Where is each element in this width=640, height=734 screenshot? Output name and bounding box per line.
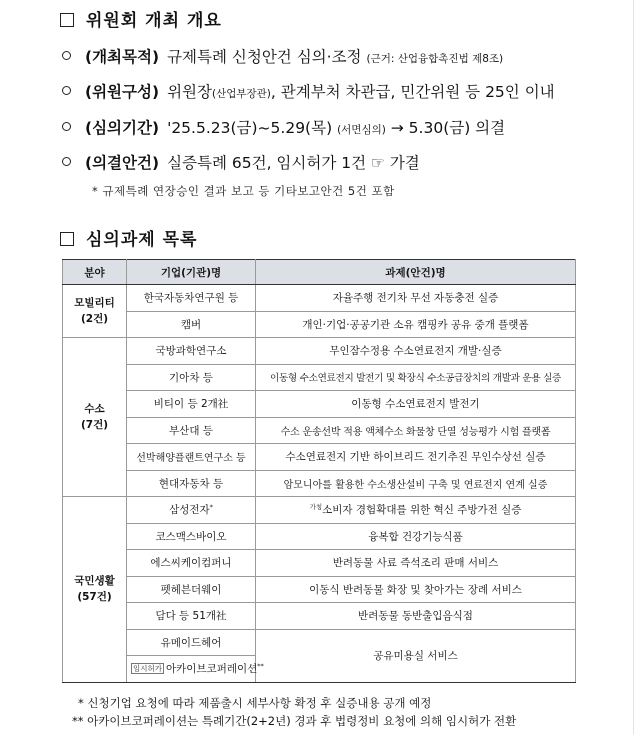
task-cell: 반려동물 동반출입음식점 [256, 603, 576, 630]
checkbox-square-icon [60, 232, 74, 246]
table-row [63, 338, 576, 365]
company-cell: 한국자동차연구원 등 [127, 285, 256, 312]
task-cell: 공유미용실 서비스 [256, 629, 576, 682]
table-row [63, 497, 576, 524]
company-cell: 국방과학연구소 [127, 338, 256, 365]
company-cell: 비티이 등 2개社 [127, 391, 256, 418]
table-row [63, 603, 576, 630]
table-row [63, 444, 576, 471]
table-row [63, 311, 576, 338]
task-cell: 반려동물 사료 즉석조리 판매 서비스 [256, 550, 576, 577]
task-cell: $^{가칭}$소비자 경험확대를 위한 혁신 주방가전 실증 [256, 497, 576, 524]
temporary-permit-tag: 임시허가 [133, 664, 162, 674]
task-cell: 이동형 수소연료전지 발전기 및 확장식 수소공급장치의 개발과 운용 실증 [256, 364, 576, 391]
company-cell: 부산대 등 [127, 417, 256, 444]
company-cell: 삼성전자* [127, 497, 256, 524]
task-cell: 자율주행 전기차 무선 자동충전 실증 [256, 285, 576, 312]
task-cell: 이동형 수소연료전지 발전기 [256, 391, 576, 418]
overview-item-agenda: (의결안건) 실증특례 65건, 임시허가 1건 ☞ 가결 [62, 151, 420, 173]
table-row [63, 470, 576, 497]
table-row [63, 285, 576, 312]
header-company: 기업(기관)명 [127, 260, 256, 285]
company-cell: 코스맥스바이오 [127, 523, 256, 550]
group-hydrogen: 수소 (7건) [63, 338, 127, 497]
company-cell: 선박해양플랜트연구소 등 [127, 444, 256, 471]
company-cell: 기아차 등 [127, 364, 256, 391]
circle-bullet-icon [62, 51, 71, 60]
task-cell: 수소연료전지 기반 하이브리드 전기추진 무인수상선 실증 [256, 444, 576, 471]
overview-item-period: (심의기간) '25.5.23(금)~5.29(목) (서면심의) → 5.30(금) 의결 [62, 116, 505, 138]
table-row [63, 391, 576, 418]
task-cell: 개인·기업·공공기관 소유 캠핑카 공유 중개 플랫폼 [256, 311, 576, 338]
company-cell: 현대자동차 등 [127, 470, 256, 497]
group-mobility: 모빌리티 (2건) [63, 285, 127, 338]
table-row [63, 629, 576, 656]
footnote-2: ** 아카이브코퍼레이션는 특례기간(2+2년) 경과 후 법령정비 요청에 의해 임시허가 전환 [72, 714, 517, 728]
company-cell: 담다 등 51개社 [127, 603, 256, 630]
checkbox-square-icon [60, 13, 74, 27]
footnote-1: * 신청기업 요청에 따라 제품출시 세부사항 확정 후 실증내용 공개 예정 [78, 696, 432, 710]
circle-bullet-icon [62, 122, 71, 131]
company-cell: 임시허가 아카이브코퍼레이션** [127, 656, 256, 683]
review-task-table [62, 259, 576, 683]
section-overview-heading: 위원회 개최 개요 [60, 6, 222, 31]
company-cell: 유메이드헤어 [127, 629, 256, 656]
group-daily-life: 국민생활 (57건) [63, 497, 127, 683]
overview-note: * 규제특례 연장승인 결과 보고 등 기타보고안건 5건 포함 [92, 184, 395, 198]
overview-item-composition: (위원구성) 위원장(산업부장관), 관계부처 차관급, 민간위원 등 25인 이내 [62, 80, 555, 102]
task-cell: 수소 운송선박 적용 액체수소 화물창 단열 성능평가 시험 플랫폼 [256, 417, 576, 444]
circle-bullet-icon [62, 86, 71, 95]
table-row [63, 523, 576, 550]
header-task: 과제(안건)명 [256, 260, 576, 285]
header-field: 분야 [63, 260, 127, 285]
task-cell: 융복합 건강기능식품 [256, 523, 576, 550]
table-row [63, 364, 576, 391]
company-cell: 캠버 [127, 311, 256, 338]
scroll-edge-divider [633, 0, 634, 734]
task-cell: 이동식 반려동물 화장 및 찾아가는 장례 서비스 [256, 576, 576, 603]
company-cell: 펫헤븐더웨이 [127, 576, 256, 603]
table-header-row [63, 260, 576, 285]
task-cell: 암모니아를 활용한 수소생산설비 구축 및 연료전지 연계 실증 [256, 470, 576, 497]
table-row [63, 417, 576, 444]
overview-item-purpose: (개최목적) 규제특례 신청안건 심의·조정 (근거: 산업융합촉진법 제8조) [62, 45, 503, 67]
circle-bullet-icon [62, 157, 71, 166]
table-row [63, 576, 576, 603]
task-cell: 무인잠수정용 수소연료전지 개발·실증 [256, 338, 576, 365]
company-cell: 에스씨케이컴퍼니 [127, 550, 256, 577]
table-row [63, 550, 576, 577]
section-list-heading: 심의과제 목록 [60, 225, 197, 250]
